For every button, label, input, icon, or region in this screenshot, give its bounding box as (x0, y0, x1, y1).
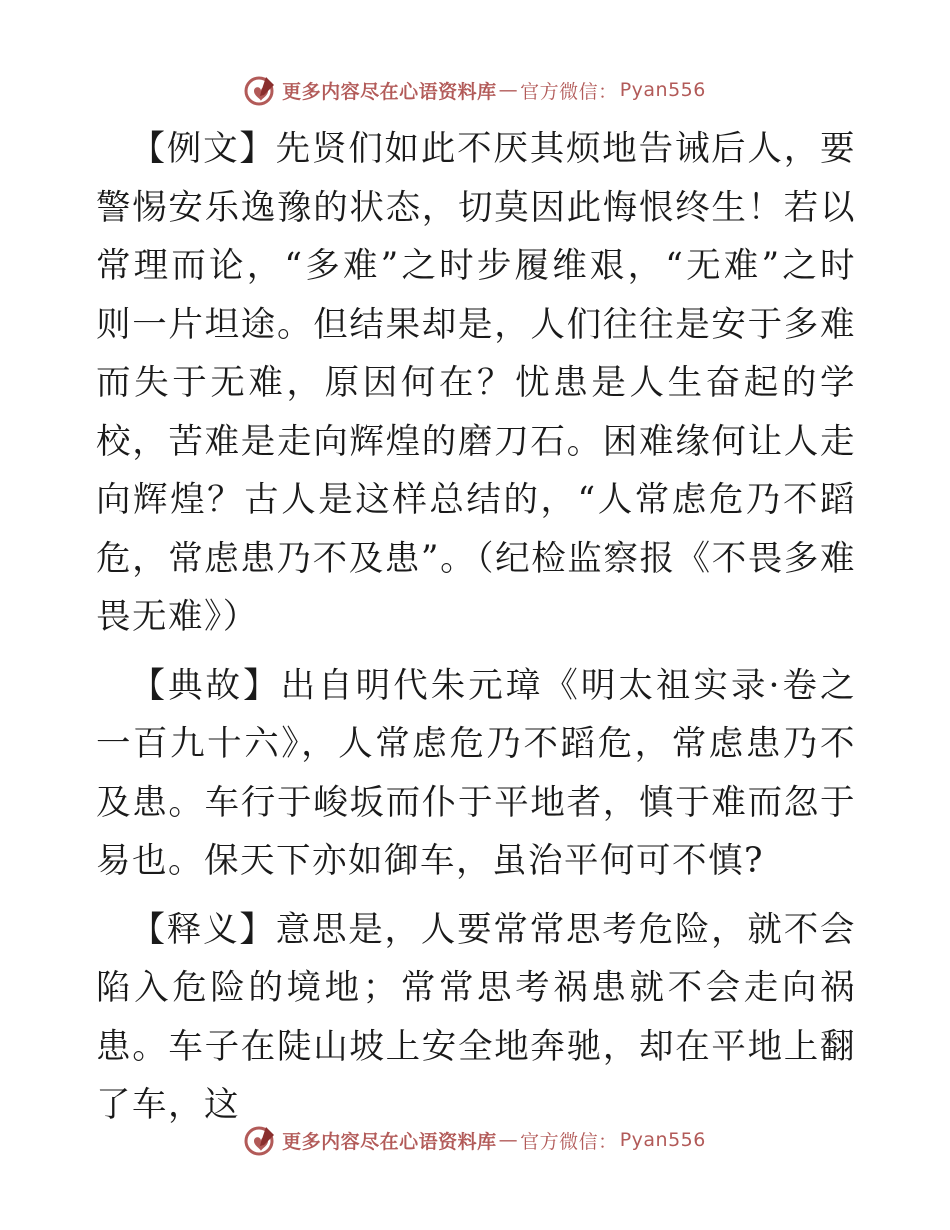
section-tag-explanation: 【释义】 (130, 909, 276, 950)
watermark-label: 官方微信： (520, 80, 618, 103)
watermark-text: 更多内容尽在心语资料库 (282, 1130, 497, 1153)
paragraph-text-example: 先贤们如此不厌其烦地告诫后人，要警惕安乐逸豫的状态，切莫因此悔恨终生！若以常理而论，“多难”之时步履维艰，“无难”之时则一片坦途。但结果却是，人们往往是安于多难而失于无难，原因何在？忧患是人生奋起的学校，苦难是走向辉煌的磨刀石。困难缘何让人走向辉煌？古人是这样总结的，“人常虑危乃不蹈危，常虑患乃不及患”。（纪检监察报《不畏多难畏无难》） (96, 129, 857, 637)
paragraph-explanation (96, 901, 856, 1135)
heart-pen-logo-icon (244, 1123, 278, 1157)
watermark-label: 官方微信： (520, 1130, 618, 1153)
watermark-dash: — (498, 79, 519, 101)
paragraph-example (96, 120, 856, 647)
section-tag-example: 【例文】 (130, 129, 276, 169)
section-tag-allusion: 【典故】 (130, 665, 281, 706)
heart-pen-logo-icon (244, 73, 278, 107)
watermark-text: 更多内容尽在心语资料库 (282, 80, 497, 103)
document-body (96, 120, 856, 1145)
footer-watermark (0, 1120, 950, 1160)
paragraph-allusion (96, 657, 856, 891)
watermark-wechat-id: Pyan556 (619, 79, 706, 101)
paragraph-text-explanation: 意思是，人要常常思考危险，就不会陷入危险的境地；常常思考祸患就不会走向祸患。车子在陡山坡上安全地奔驰，却在平地上翻了车，这 (96, 909, 857, 1125)
watermark-dash: — (498, 1129, 519, 1151)
watermark-wechat-id: Pyan556 (619, 1129, 706, 1151)
header-watermark (0, 70, 950, 110)
paragraph-text-allusion: 出自明代朱元璋《明太祖实录·卷之一百九十六》，人常虑危乃不蹈危，常虑患乃不及患。车行于峻坂而仆于平地者，慎于难而忽于易也。保天下亦如御车，虽治平何可不慎? (96, 665, 857, 881)
